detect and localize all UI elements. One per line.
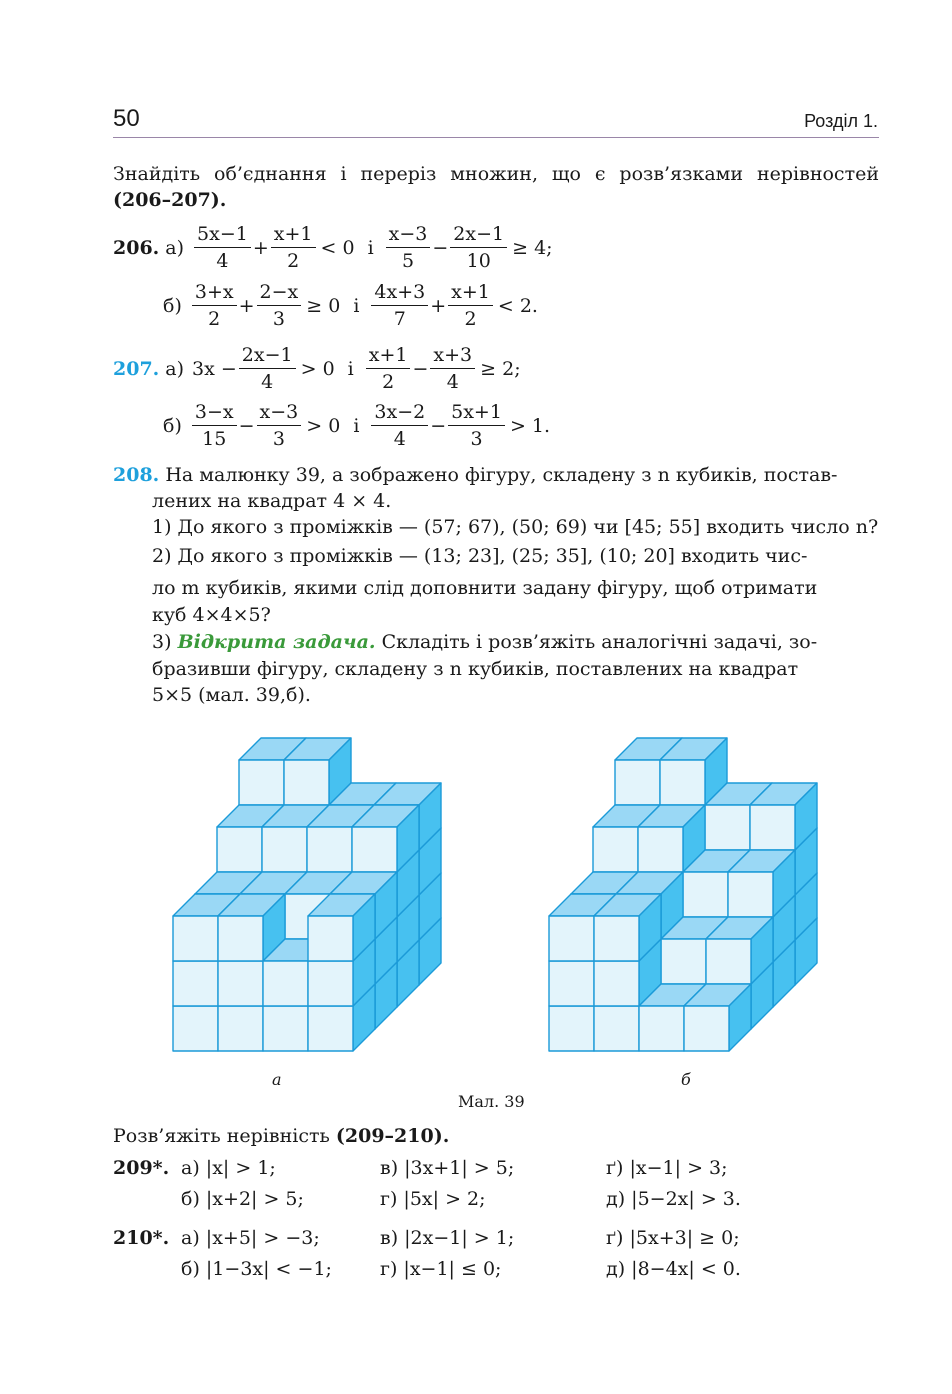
cube-face — [263, 1006, 308, 1051]
problem-209-item: г) |5x| > 2; — [380, 1188, 486, 1210]
problem-210-item: г) |x−1| ≤ 0; — [380, 1258, 502, 1280]
cube-face — [594, 916, 639, 961]
cube-face — [284, 760, 329, 805]
cube-face — [594, 1006, 639, 1051]
figure-39 — [0, 720, 952, 1070]
problem-210-item: а) |x+5| > −3; — [181, 1227, 320, 1249]
problem-208-line1: 208. На малюнку 39, а зображено фігуру, складену з n кубиків, постав- — [113, 464, 838, 486]
cube-face — [307, 827, 352, 872]
cube-face — [683, 872, 728, 917]
cube-face — [308, 1006, 353, 1051]
cube-face — [218, 961, 263, 1006]
cube-face — [728, 872, 773, 917]
problem-210-item: в) |2x−1| > 1; — [380, 1227, 515, 1249]
problem-208-q2c: куб 4×4×5? — [152, 604, 271, 626]
figure-label-a: а — [272, 1070, 282, 1089]
cube-face — [173, 916, 218, 961]
cube-face — [593, 827, 638, 872]
cube-face — [549, 1006, 594, 1051]
cube-face — [639, 1006, 684, 1051]
problem-209-item: а) |x| > 1; — [181, 1157, 276, 1179]
cube-face — [549, 916, 594, 961]
problem-208-q3c: 5×5 (мал. 39,б). — [152, 684, 311, 706]
problem-210-item: б) |1−3x| < −1; — [181, 1258, 332, 1280]
problem-208-q1: 1) До якого з проміжків — (57; 67), (50; 69) чи [45; 55] входить число n? — [152, 516, 879, 538]
cube-face — [262, 827, 307, 872]
cube-face — [173, 961, 218, 1006]
problem-210-number: 210*. — [113, 1227, 170, 1249]
cube-face — [218, 916, 263, 961]
cube-face — [661, 939, 706, 984]
solve-intro: Розв’яжіть нерівність (209–210). — [113, 1125, 450, 1147]
cube-face — [308, 961, 353, 1006]
cube-face — [615, 760, 660, 805]
cube-face — [660, 760, 705, 805]
cube-face — [638, 827, 683, 872]
problem-206a: 206. а) $\frac{5x-1}{4}$ + $\frac{x+1}{2}$ < 0 і $\frac{x-3}{5}$ − $\frac{2x-1}{10}$ ≥ 4; — [113, 223, 553, 272]
problem-206b: б) $\frac{3+x}{2}$ + $\frac{2-x}{3}$ ≥ 0 і $\frac{4x+3}{7}$ + $\frac{x+1}{2}$ < 2. — [163, 281, 538, 330]
cube-face — [239, 760, 284, 805]
page-number: 50 — [113, 105, 140, 132]
cube-figure-b — [549, 738, 817, 1051]
cube-face — [750, 805, 795, 850]
problem-207a: 207. а) 3x − $\frac{2x-1}{4}$ > 0 і $\frac{x+1}{2}$ − $\frac{x+3}{4}$ ≥ 2; — [113, 344, 521, 393]
intro-text: Знайдіть об’єднання і переріз множин, що є розв’язками нерівностей (206–207). — [113, 163, 879, 211]
cube-face — [706, 939, 751, 984]
cube-face — [308, 916, 353, 961]
problem-209-item: в) |3x+1| > 5; — [380, 1157, 515, 1179]
problem-208-q2b: ло m кубиків, якими слід доповнити задану фігуру, щоб отримати — [152, 577, 818, 599]
cube-face — [684, 1006, 729, 1051]
section-title: Розділ 1. — [804, 111, 878, 131]
figure-caption: Мал. 39 — [458, 1092, 525, 1111]
figure-label-b: б — [681, 1070, 691, 1089]
problem-210-item: ґ) |5x+3| ≥ 0; — [606, 1227, 740, 1249]
problem-208-q3b: бразивши фігуру, складену з n кубиків, поставлених на квадрат — [152, 658, 799, 680]
problem-208-line2: лених на квадрат 4 × 4. — [152, 490, 392, 512]
problem-208-q2a: 2) До якого з проміжків — (13; 23], (25; 35], (10; 20] входить чис- — [152, 545, 808, 567]
problem-209-item: ґ) |x−1| > 3; — [606, 1157, 728, 1179]
cube-face — [705, 805, 750, 850]
cube-face — [217, 827, 262, 872]
problem-210-item: д) |8−4x| < 0. — [606, 1258, 741, 1280]
problem-209-number: 209*. — [113, 1157, 170, 1179]
cube-face — [173, 1006, 218, 1051]
cube-face — [594, 961, 639, 1006]
cube-face — [218, 1006, 263, 1051]
header-divider — [113, 137, 879, 138]
cube-figure-a — [173, 738, 441, 1051]
cube-face — [549, 961, 594, 1006]
problem-209-item: д) |5−2x| > 3. — [606, 1188, 741, 1210]
problem-207b: б) $\frac{3-x}{15}$ − $\frac{x-3}{3}$ > 0 і $\frac{3x-2}{4}$ − $\frac{5x+1}{3}$ > 1. — [163, 401, 551, 450]
cube-face — [352, 827, 397, 872]
problem-209-item: б) |x+2| > 5; — [181, 1188, 304, 1210]
problem-208-q3a: 3) Відкрита задача. Складіть і розв’яжіть аналогічні задачі, зо- — [152, 631, 818, 653]
cube-face — [263, 961, 308, 1006]
